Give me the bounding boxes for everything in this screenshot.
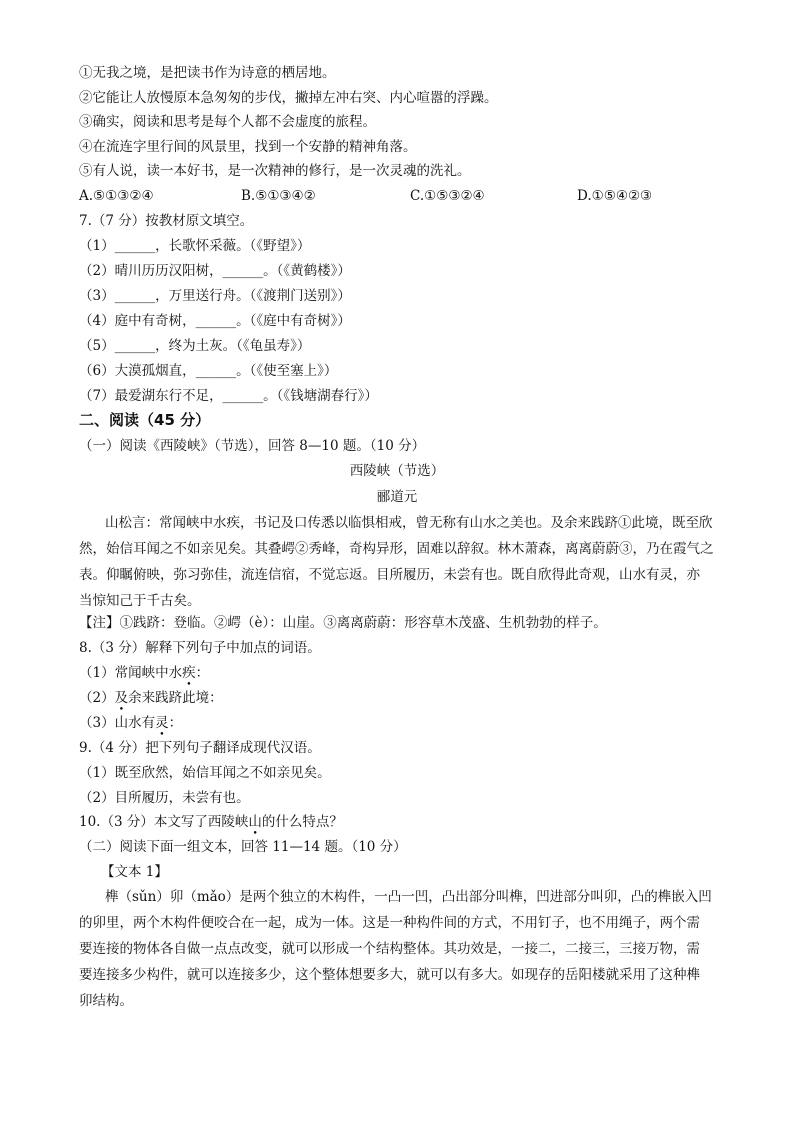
q7-item-5: （5）______，终为土灰。（《龟虽寿》）	[79, 338, 311, 354]
q7-item-2: （2）晴川历历汉阳树，______。（《黄鹤楼》）	[79, 263, 351, 279]
option-line-3: ③确实，阅读和思考是每个人都不会虚度的旅程。	[79, 114, 376, 130]
option-line-2: ②它能让人放慢原本急匆匆的步伐，撇掉左冲右突、内心喧嚣的浮躁。	[79, 90, 498, 106]
section2-heading: 二、阅读（45 分）	[79, 411, 211, 429]
q10-post: 的什么特点？	[261, 814, 343, 830]
q9-item-1: （1）既至欣然，始信耳闻之不如亲见矣。	[79, 765, 331, 781]
text1-label: 【文本 1】	[101, 864, 168, 880]
article-line-1: 山松言：常闻峡中水疾，书记及口传悉以临惧相戒，曾无称有山水之美也。及余来践跻①此境，既至欣	[105, 515, 713, 531]
q7-item-6: （6）大漠孤烟直，______。（《使至塞上》）	[79, 363, 338, 379]
q8-item-3-post: ：	[168, 715, 183, 731]
part1-intro: （一）阅读《西陵峡》（节选），回答 8—10 题。（10 分）	[79, 438, 426, 454]
article-line-3: 表。仰瞩俯映，弥习弥佳，流连信宿，不觉忘返。目所履历，未尝有也。既自欣得此奇观，山水有灵，亦	[79, 567, 700, 583]
choice-c: C.①⑤③②④	[410, 188, 485, 204]
q8-item-3-pre: （3）山水有	[79, 715, 156, 731]
part2-intro: （二）阅读下面一组文本，回答 11—14 题。（10 分）	[79, 839, 407, 855]
q8-item-2-dotted-word: 及	[114, 690, 129, 706]
q10-title	[79, 813, 343, 831]
option-line-4: ④在流连字里行间的风景里，找到一个安静的精神角落。	[79, 139, 417, 155]
q7-title: 7.（7 分）按教材原文填空。	[79, 213, 254, 229]
q8-item-2-post: 余来践跻此境：	[128, 690, 223, 706]
q7-item-4: （4）庭中有奇树，______。（《庭中有奇树》）	[79, 313, 351, 329]
article-line-2: 然，始信耳闻之不如亲见矣。其叠崿②秀峰，奇构异形，固难以辞叙。林木萧森，离离蔚蔚③，乃在霞气之	[79, 541, 714, 557]
article-line-4: 当惊知己于千古矣。	[79, 593, 201, 609]
choice-d: D.①⑤④②③	[577, 188, 653, 204]
q8-item-2-pre: （2）	[79, 690, 115, 706]
q8-item-1-post: ：	[195, 665, 210, 681]
text1-line-1: 榫（sǔn）卯（mǎo）是两个独立的木构件，一凸一凹，凸出部分叫榫，凹进部分叫卯，凸的榫嵌入凹	[105, 889, 712, 905]
q8-item-3	[79, 714, 182, 732]
q9-item-2: （2）目所履历，未尝有也。	[79, 790, 250, 806]
q8-item-1-dotted-word: 疾	[182, 665, 196, 681]
option-line-1: ①无我之境，是把读书作为诗意的栖居地。	[79, 65, 336, 81]
article-title: 西陵峡（节选）	[349, 463, 445, 479]
q8-title: 8.（3 分）解释下列句子中加点的词语。	[79, 640, 321, 656]
text1-line-5: 卯结构。	[79, 993, 133, 1009]
article-author: 郦道元	[376, 489, 418, 505]
q8-item-2	[79, 689, 223, 707]
option-line-5: ⑤有人说，读一本好书，是一次精神的修行，是一次灵魂的洗礼。	[79, 163, 471, 179]
q7-item-3: （3）______，万里送行舟。（《渡荆门送别》）	[79, 288, 351, 304]
text1-line-2: 的卯里，两个木构件便咬合在一起，成为一体。这是一种构件间的方式，不用钉子，也不用绳子，两个需	[79, 915, 700, 931]
text1-line-3: 要连接的物体各自做一点点改变，就可以形成一个结构整体。其功效是，一接二，二接三，三接万物，需	[79, 941, 700, 957]
q7-item-7: （7）最爱湖东行不足，______。（《钱塘湖春行》）	[79, 388, 378, 404]
text1-line-4: 要连接多少构件，就可以连接多少，这个整体想要多大，就可以有多大。如现存的岳阳楼就采用了这种榫	[79, 967, 700, 983]
q10-dotted-word: 山	[248, 814, 262, 830]
q8-item-3-dotted-word: 灵	[155, 715, 169, 731]
choice-a: A.⑤①③②④	[79, 188, 154, 204]
choice-b: B.⑤①③④②	[241, 188, 316, 204]
q8-item-1	[79, 664, 209, 682]
q10-pre: 10.（3 分）本文写了西陵峡	[79, 814, 249, 830]
q9-title: 9.（4 分）把下列句子翻译成现代汉语。	[79, 740, 321, 756]
q7-item-1: （1）______，长歌怀采薇。（《野望》）	[79, 238, 311, 254]
article-note: 【注】①践跻：登临。②崿（è）：山崖。③离离蔚蔚：形容草木茂盛、生机勃勃的样子。	[79, 615, 607, 631]
q8-item-1-pre: （1）常闻峡中水	[79, 665, 183, 681]
